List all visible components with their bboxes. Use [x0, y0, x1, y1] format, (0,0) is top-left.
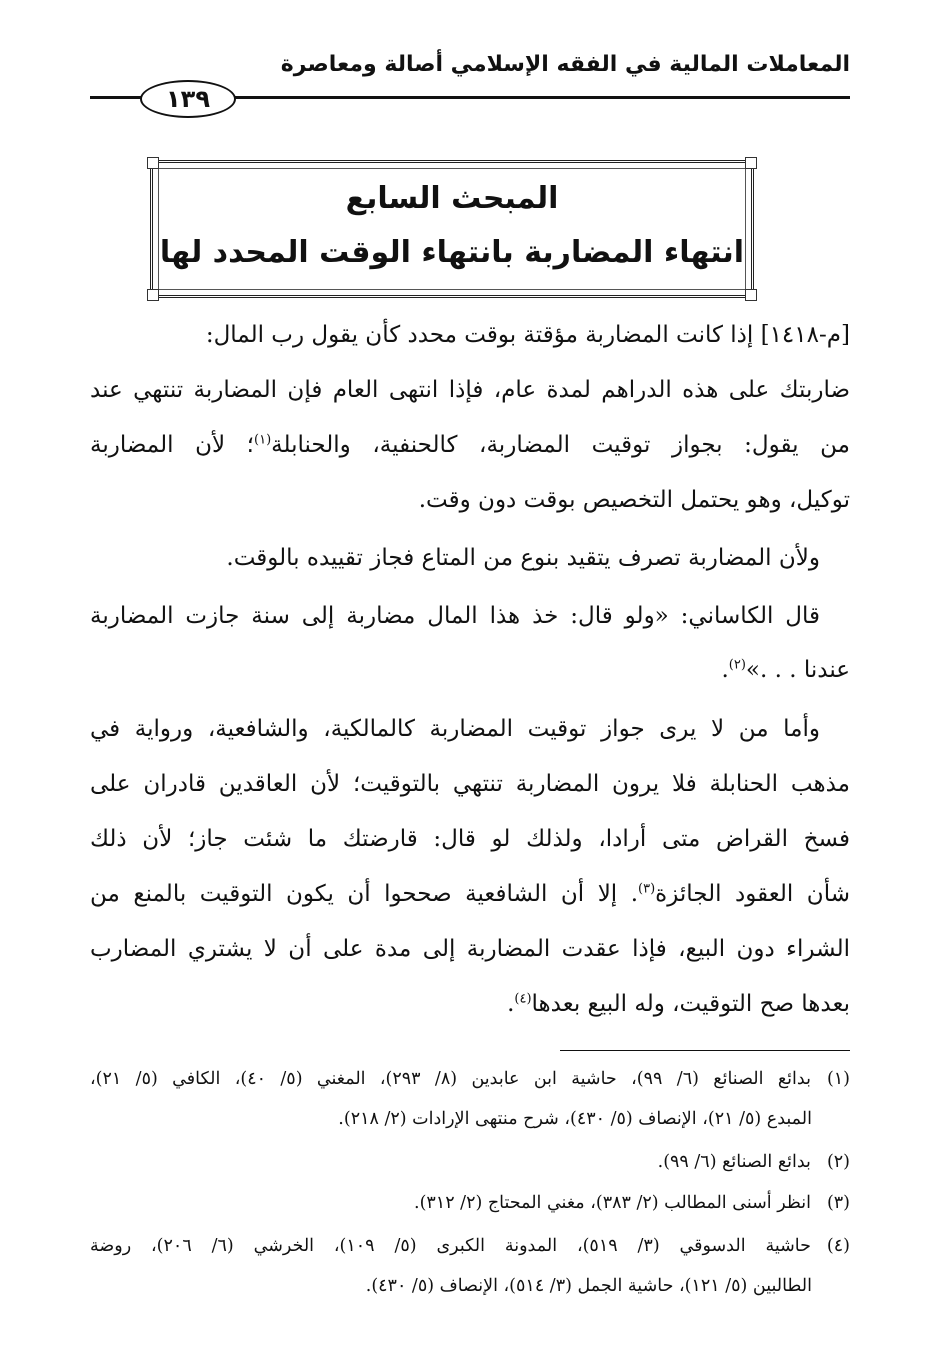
body-line: [90, 432, 850, 458]
page-number: ١٣٩: [140, 80, 236, 118]
footnote: [658, 1152, 850, 1172]
body-text: ؛ لأن المضاربة: [90, 432, 254, 458]
footnote-number: (٣): [826, 1193, 850, 1213]
body-line: [507, 991, 850, 1017]
footnote-number: (٤): [826, 1236, 850, 1256]
footnote-ref: (٢): [728, 657, 746, 673]
frame-corner-ornament: [745, 157, 757, 169]
body-line: مذهب الحنابلة فلا يرون المضاربة تنتهي بالتوقيت؛ لأن العاقدين قادران على: [90, 771, 850, 797]
body-text: . إلا أن الشافعية صححوا أن يكون التوقيت بالمنع من: [90, 881, 639, 907]
running-title: المعاملات المالية في الفقه الإسلامي أصالة ومعاصرة: [280, 52, 850, 77]
footnote-ref: (٣): [638, 881, 656, 897]
footnote-text: المبدع (٥/ ٢١)، الإنصاف (٥/ ٤٣٠)، شرح منتهى الإرادات (٢/ ٢١٨).: [338, 1109, 812, 1129]
section-title-frame: [150, 160, 754, 298]
footnote-text: بدائع الصنائع (٦/ ٩٩).: [657, 1152, 811, 1172]
footnote-text: الطالبين (٥/ ١٢١)، حاشية الجمل (٣/ ٥١٤)، الإنصاف (٥/ ٤٣٠).: [365, 1276, 812, 1296]
footnote-number: (٢): [826, 1152, 850, 1172]
body-text: من يقول: بجواز توقيت المضاربة، كالحنفية، والحنابلة: [271, 432, 850, 458]
body-line: [90, 881, 850, 907]
body-line: ولأن المضاربة تصرف يتقيد بنوع من المتاع فجاز تقييده بالوقت.: [226, 545, 820, 571]
footnote: [90, 1069, 850, 1089]
frame-corner-ornament: [745, 289, 757, 301]
footnote-text: حاشية الدسوقي (٣/ ٥١٩)، المدونة الكبرى (٥/ ١٠٩)، الخرشي (٦/ ٢٠٦)، روضة: [90, 1236, 811, 1256]
footnote-separator: [560, 1050, 850, 1051]
footnote-text: بدائع الصنائع (٦/ ٩٩)، حاشية ابن عابدين (٨/ ٢٩٣)، المغني (٥/ ٤٠)، الكافي (٥/ ٢١)،: [90, 1069, 811, 1089]
footnote-ref: (٤): [514, 991, 532, 1007]
section-title: المبحث السابع: [345, 181, 559, 216]
footnote-number: (١): [826, 1069, 850, 1089]
footnote-text: انظر أسنى المطالب (٢/ ٣٨٣)، مغني المحتاج (٢/ ٣١٢).: [414, 1193, 811, 1213]
section-subtitle: انتهاء المضاربة بانتهاء الوقت المحدد لها: [159, 235, 745, 270]
body-line: قال الكاساني: «ولو قال: خذ هذا المال مضاربة إلى سنة جازت المضاربة: [90, 603, 820, 629]
footnote-ref: (١): [254, 432, 272, 448]
body-line: وأما من لا يرى جواز توقيت المضاربة كالمالكية، والشافعية، ورواية في: [90, 716, 820, 742]
body-text: شأن العقود الجائزة: [655, 881, 850, 907]
body-line: [م-١٤١٨] إذا كانت المضاربة مؤقتة بوقت محدد كأن يقول رب المال:: [205, 322, 850, 348]
frame-corner-ornament: [147, 157, 159, 169]
quote-text: عندنا . . .»: [745, 657, 850, 683]
body-line: الشراء دون البيع، فإذا عقدت المضاربة إلى مدة على أن لا يشتري المضارب: [90, 936, 850, 962]
body-text: .: [721, 657, 729, 683]
body-line: ضاربتك على هذه الدراهم لمدة عام، فإذا انتهى العام فإن المضاربة تنتهي عند: [90, 377, 850, 403]
body-line: توكيل، وهو يحتمل التخصيص بوقت دون وقت.: [418, 487, 850, 513]
body-line: فسخ القراض متى أرادا، ولذلك لو قال: قارضتك ما شئت جاز؛ لأن ذلك: [90, 826, 850, 852]
footnote: [414, 1193, 850, 1213]
body-text: بعدها صح التوقيت، وله البيع بعدها: [531, 991, 850, 1017]
body-text: .: [507, 991, 515, 1017]
body-line: [721, 657, 850, 683]
footnote: [90, 1236, 850, 1256]
frame-corner-ornament: [147, 289, 159, 301]
